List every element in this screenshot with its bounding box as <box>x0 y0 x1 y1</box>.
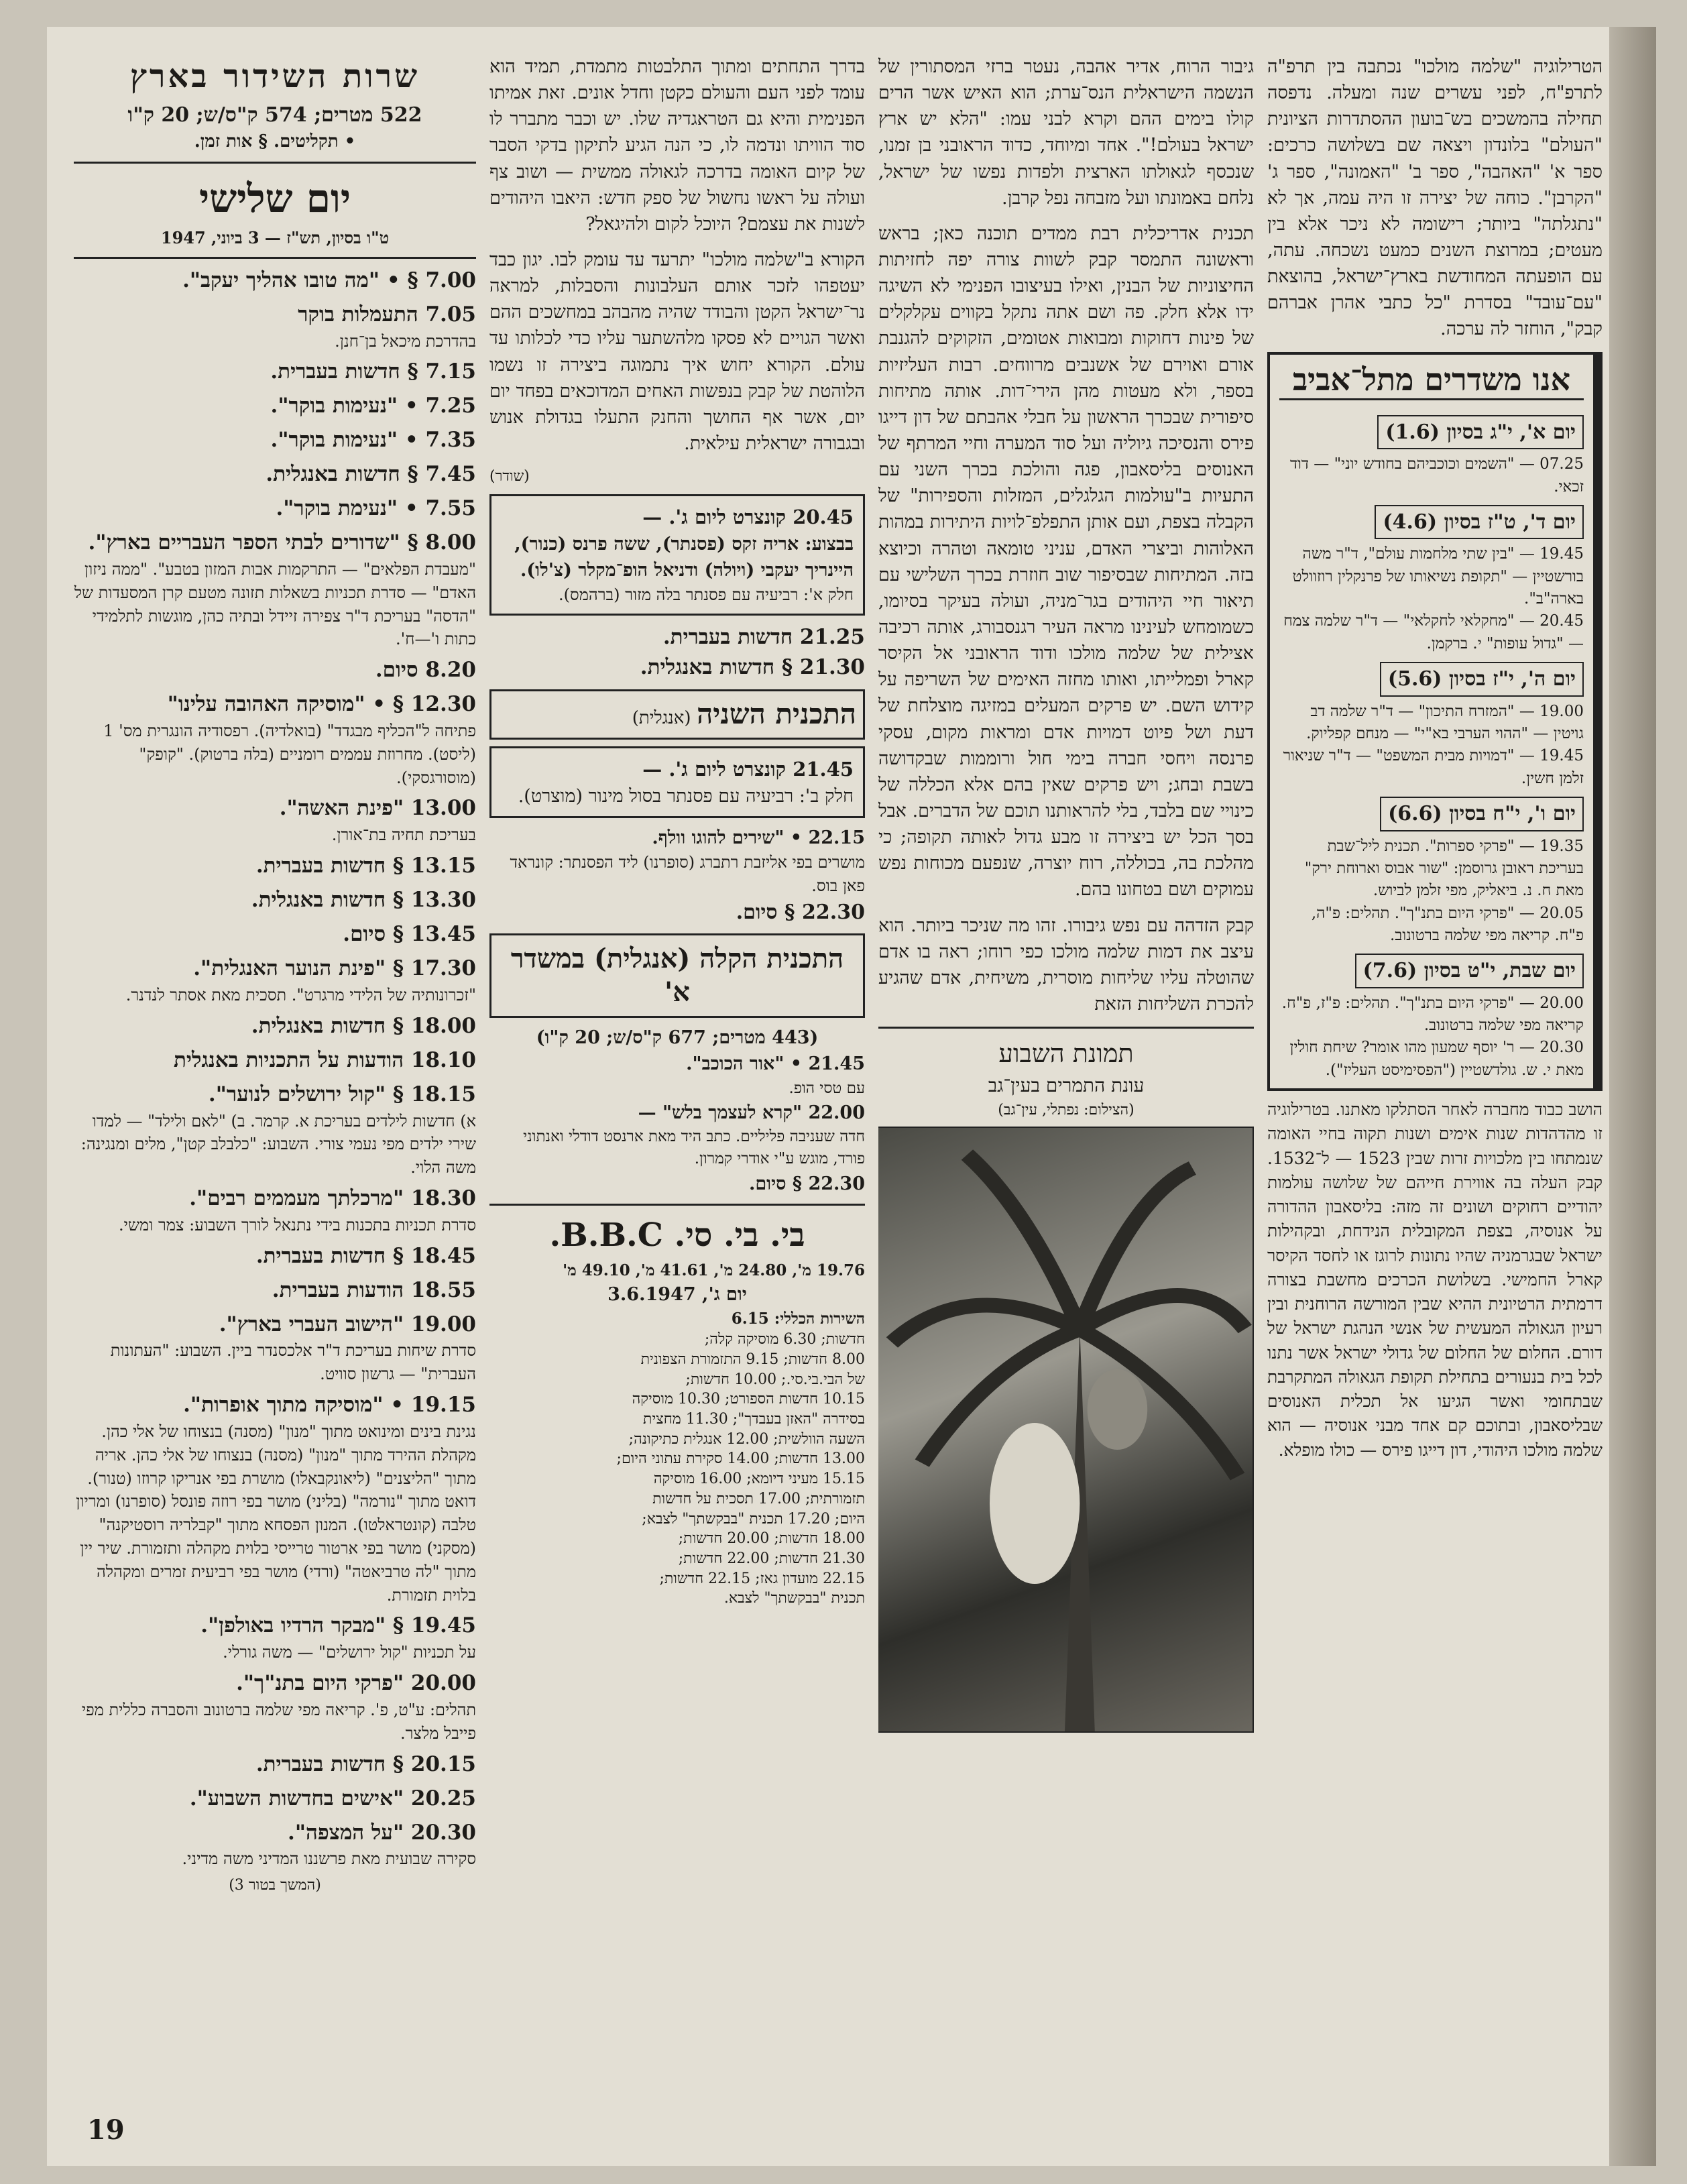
list-item: 20.25 "אישים בחדשות השבוע". <box>189 1786 476 1811</box>
list-item: 22.15 מועדון גאז; 22.15 חדשות; <box>659 1570 865 1587</box>
list-item: 20.15 § חדשות בעברית. <box>255 1751 476 1776</box>
list-item: 18.45 § חדשות בעברית. <box>255 1243 476 1268</box>
divider <box>878 1027 1254 1029</box>
newspaper-page <box>47 27 1656 2166</box>
list-item: 8.00 חדשות; 9.15 התזמורת הצפונית <box>640 1351 865 1369</box>
photo-credit: (הצילום: נפתלי, עין־גב) <box>998 1101 1135 1118</box>
concert-box <box>489 494 865 616</box>
day-block <box>1279 790 1584 947</box>
list-item: 20.45 — "מחקלאי לחקלאי" — ד"ר שלמה צמח — "גדול עופות" י. ברקמן. <box>1283 612 1584 652</box>
article-paragraph: תכנית אדריכלית רבת ממדים תוכנה כאן; בראש וראשונה התמסר קבק לשוות צורה יפה לחזיתות החיצוניות של הבנין, ואילו בעיצובו הפנימי לא השיגה ידו אלא חלק. פה ושם אתה נתקל בקווים עקלקלים של פינות דחוקות ומבואות אטומים, הזקוקים להגנבת אורם ואוירם של אשנבים מרווחים. רבות העליזיות בספר, ולא מעטות מהן הירי־דות. אותה מתיחות סיפורית שבכרך הראשון על חבלי אהבתם של דון דייגו פירס והנסיכה גיוליה ועל סוד המערה וחיי המרתף של האנוסים בליסאבון, פגה והולכת בכרך השני עם התעיות ב"עולמות הגלגלים, המזלות והספירות" של הקבלה בצפת, ועם אותן התפלפ־לויות היתירות במהות האלוהות וביצרי האדם, עניני טומאה וטהרה וכיוצא בזה. המתיחות שבסיפור שוב חוזרת בכרך השלישי עם תיאור חיי היהודים בגר־מניה, ועולה בעיקר בסיומו, כשמומחש לעינינו מראה העיר רגנסבורג, אותה רכיבה אצילית של שלמה מולכו ודוד הראובני אל הקיסר קארל ופמלייתו, ואותו מחזה האימים של השריפה על קידוש השם. יש פרקים המעלים במזיגה מוצלחת של דעת ושל פיוט דמויות אדם ומראות מקום, עסקי פרנסה ויחסי חברה בימי חול ורוממות שבקדושה בשבת ובחג; ויש פרקים שאין בהם אלא הכללה של כינויי שם בלבד, בלי להראותנו תוכם של הדברים. אבל בסך הכל יש ביצירה זו מבע גדול לאותה תקופה; כי מהלכת בה, בכוללה, רוח יוצרה, שנפעם מכוחות נפש עמוקים ושם בטחונו בהם. <box>878 223 1254 901</box>
list-item: 8.20 סיום. <box>375 658 476 683</box>
songs-time: 22.15 • "שירים להוגו וולף. <box>652 827 865 849</box>
list-item: 07.25 — "השמים וכוכביהם בחודש יוני" — דוד זכאי. <box>1289 455 1584 496</box>
list-item: 10.15 חדשות הספורט; 10.30 מוסיקה <box>632 1391 865 1408</box>
list-item: 7.00 § • "מה טובו אהליך יעקב". <box>182 268 476 292</box>
second-program-header <box>489 689 865 740</box>
list-item: היום; 17.20 תכנית "בבקשתך" לצבא; <box>642 1510 865 1528</box>
day-title: יום שלישי <box>198 175 351 221</box>
concert-time: 21.45 <box>793 757 854 781</box>
list-item: 7.15 § חדשות בעברית. <box>270 359 476 384</box>
day-heading: יום ו', י"ח בסיון (6.6) <box>1380 797 1584 831</box>
week-photo-date-harvest <box>878 1127 1254 1733</box>
light-program-header: התכנית הקלה (אנגלית) במשדר א' <box>489 933 865 1018</box>
list-item: חדשות; 6.30 מוסיקה קלה; <box>704 1331 865 1348</box>
list-item: תזמורתית; 17.00 תסכית על חדשות <box>652 1490 865 1507</box>
frequency-info: 522 מטרים; 574 ק"ס/ש; 20 ק"ו <box>127 103 422 127</box>
concert-title: קונצרט ליום ג'. — <box>642 757 787 781</box>
tel-aviv-schedule-box <box>1267 352 1603 1092</box>
list-item: 13.30 § חדשות באנגלית. <box>251 888 476 913</box>
bbc-schedule <box>489 1330 865 1609</box>
bbc-service: השירות הכללי: 6.15 <box>731 1309 865 1328</box>
list-item: 20.05 — "פרקי היום בתנ"ך". תהלים: פ"ה, פ"ח. קריאה מפי שלמה ברטונוב. <box>1311 904 1584 944</box>
list-item: 18.30 "מרכלתך מעממים רבים". סדרת תכניות בתכנות בידי נתנאל לורך השבוע: צמר ומשי. <box>119 1186 476 1234</box>
divider <box>489 1204 865 1206</box>
news-english: 21.30 § חדשות באנגלית. <box>640 655 865 680</box>
list-item: השעה הוולשית; 12.00 אנגלית כתיקונה; <box>628 1430 865 1448</box>
article-paragraph: הטרילוגיה "שלמה מולכו" נכתבה בין תרפ"ה לתרפ"ח, לפני עשרים שנה ומעלה. נדפסה תחילה בהמשכים בש־בועון ההסתדרות הציונית "העולם" בלונדון ויצאה שם בשלושה כרכים: ספר א' "האהבה", ספר ב' "האמונה", ספר ג' "הקרבן". כוחה של יצירה זו היה עמה, אך לא "נתגלתה" ביותר; רישומה לא ניכר אלא בין מעטים; במרוצת השנים כמעט נשכחה. עתה, עם הופעתה המחודשת בארץ־ישראל, בהוצאת "עם־עובד" בסדרת "כל כתבי אהרן אברהם קבק", הוחזר לה ערכה. <box>1267 56 1603 340</box>
day-date: ט"ו בסיון, תש"ז — 3 ביוני, 1947 <box>160 227 390 247</box>
news-hebrew: 21.25 חדשות בעברית. <box>662 625 865 650</box>
list-item: 19.45 — "בין שתי מלחמות עולם", ד"ר משה בורשטיין — "תקופת נשיאותו של פרנקלין רוזוולט בארה"ב". <box>1292 545 1584 608</box>
radio-schedule-column <box>74 54 476 2106</box>
article-paragraph: גיבור הרוח, אדיר אהבה, נעטר ברזי המסתורין של הנשמה הישראלית הנס־ערת; הוא האיש אשר הרים קולו בימים ההם וקרא לבני עמו: "הלא יש ארץ ישראל בעולם!". אחד ומיוחד, כדוד הראובני בן זמנו, שנכסף לגאולתו הארצית ולפדות נפשו של ישראל, נלחם באמונתו ועל מזבחה נפל קרבן. <box>878 56 1254 209</box>
list-item: 13.00 "פינת האשה". בעריכת תחיה בת־אורן. <box>279 796 476 845</box>
day-heading: יום ה', י"ז בסיון (5.6) <box>1380 662 1584 697</box>
list-item: 7.35 • "נעימות בוקר". <box>270 428 476 453</box>
light-item: 22.30 § סיום. <box>748 1173 865 1194</box>
day-heading: יום ד', ט"ז בסיון (4.6) <box>1375 505 1584 540</box>
list-item: 15.15 מעיני דיומא; 16.00 מוסיקה <box>653 1471 865 1488</box>
end-item: 22.30 § סיום. <box>736 900 865 924</box>
concert-performers: בבצוע: אריה זקס (פסנתר), ששה פרנס (כנור), היינריך יעקבי (ויולה) ודניאל הופ־מקלר (צ'לו). <box>514 534 854 581</box>
list-item: 20.30 — ר' יוסף שמעון מהו אומר? שיחת חולין מאת י. ש. גולדשטיין ("הפסימיסט העליז"). <box>1289 1039 1584 1079</box>
concert-title: קונצרט ליום ג'. — <box>642 506 787 528</box>
concert-note: חלק ב': רביעיה עם פסנתר בסול מינור (מוצרט). <box>518 785 854 807</box>
signature: (שודר) <box>489 468 530 485</box>
list-item: 18.55 הודעות בעברית. <box>272 1277 476 1302</box>
box-title: אנו משדרים מתל־אביב <box>1279 361 1584 400</box>
schedule-list <box>74 266 476 1872</box>
songs-item <box>489 825 865 898</box>
article-and-programs-column <box>489 54 865 2106</box>
list-item: 13.15 § חדשות בעברית. <box>255 854 476 878</box>
day-block <box>1279 947 1584 1082</box>
continued-note: (המשך בטור 3) <box>229 1877 321 1894</box>
light-item: 22.00 "קרא לעצמך בלש" — חדה שעניבה פליליים. כתב היד מאת ארנסט דודלי ואנתוני פורד, מוגש ע"י אודרי קמרון. <box>523 1102 865 1168</box>
divider <box>74 257 476 259</box>
photo-title: תמונת השבוע <box>998 1039 1134 1069</box>
list-item: בסידרה "האזן בעבדך"; 11.30 מחצית <box>643 1411 865 1428</box>
light-item: 21.45 • "אור הכוכב". עם טסי הופ. <box>686 1053 865 1097</box>
list-item: 19.00 "הישוב העברי בארץ". סדרת שיחות בעריכת ד"ר אלכסנדר ביין. השבוע: "העתונות העברית" — גרשון סוויט. <box>110 1312 476 1384</box>
bbc-wavelengths: 19.76 מ', 24.80 מ', 41.61 מ', 49.10 מ' <box>563 1261 865 1279</box>
palm-tree-image <box>878 1128 1253 1731</box>
list-item: 19.00 — "המזרח התיכון" — ד"ר שלמה דב גויטין — "ההוי הערבי בא"י" — מנחם קפליוק. <box>1306 702 1584 742</box>
list-item: 20.00 — "פרקי היום בתנ"ך". תהלים: פ"ז, פ"ח. קריאה מפי שלמה ברטונוב. <box>1281 994 1584 1035</box>
book-spine <box>1609 27 1656 2166</box>
list-item: 19.35 — "פרקי ספרות". תכנית ליל־שבת בעריכת ראובן גרוסמן: "שור אבוס וארוחת ירק" מאת ח. נ. ביאליק, מפי זלמן לביוש. <box>1304 837 1584 900</box>
concert-time: 20.45 <box>793 506 854 528</box>
songs-desc: מושרים בפי אליזבת רתברג (סופרנו) ליד הפסנתר: קונראד פאן בוס. <box>510 853 865 896</box>
article-paragraph: קבק הזדהה עם נפש גיבורו. זהו מה שניכר ביותר. הוא עיצב את דמות שלמה מולכו כפי רוחו; ראה בו אדם שהוטלה עליו שליחות מוסרית, משיחית, אדם שהגיע להכרת השליחות הזאת <box>878 915 1254 1015</box>
day-heading: יום שבת, י"ט בסיון (7.6) <box>1355 954 1584 988</box>
section-title: שרות השידור בארץ <box>129 58 420 95</box>
article-paragraph: בדרך התחתים ומתוך התלבטות מתמדת, תמיד הוא עומד לפני העם והעולם כקטן וחדל אונים. זאת אמיתו הפנימית והיא גם הטראגדיה שלו. יש וכבר מתברר לו סוד הוויתו ונדמה לו, כי הנה הגיע לתיקון בדקי הסבר של קיום האומה בדרכה לגאולה ממשית — ושוב צף ועולה על ראשו נחשול של ספק חדש: היאבו היהודים לשנות את עצמם? היוכל לקום ולהיגאל? <box>489 56 865 235</box>
second-program-title: התכנית השניה <box>697 697 856 730</box>
list-item: 21.30 חדשות; 22.00 חדשות; <box>678 1550 865 1567</box>
list-item: 20.30 "על המצפה". סקירה שבועית מאת פרשננו המדיני משה מדיני. <box>182 1820 476 1869</box>
list-item: 18.00 § חדשות באנגלית. <box>251 1013 476 1038</box>
divider <box>74 162 476 164</box>
list-item: 19.45 § "מבקר הרדיו באולפן". על תכניות "קול ירושלים" — משה גורלי. <box>200 1613 476 1662</box>
list-item: 17.30 § "פינת הנוער האנגלית". "זכרונותיה של הלידי מרגרט". תסכית מאת אסתר לנדנר. <box>125 956 476 1004</box>
list-item: 18.00 חדשות; 20.00 חדשות; <box>678 1530 865 1548</box>
article-column <box>878 54 1254 2106</box>
article-paragraph: הקורא ב"שלמה מולכו" יתרעד עד עומק לבו. יגון כבד יעטפהו לזכר אותם העלבונות והסבלות, למראה נר־ישראל הקטן והבודד שהיה מהבהב במחשכים ההם ואשר הגויים לא פסקו מלהשתער עליו כדי לכלותו עד עולם. הקורא יחוש איך נתמוגה ביצירה זו נשמו הלוהטת של קבק בנפשות האחים המדוכאים בפחד יום יום, אשר אף החושך והחנק התעלו בגדולת אנוש ובגבורה ישראלית עילאית. <box>489 249 865 454</box>
legend: • תקליטים. § אות זמן. <box>194 131 356 152</box>
list-item: של הבי.בי.סי.; 10.00 חדשות; <box>685 1371 865 1388</box>
list-item: 18.15 § "קול ירושלים לנוער". א) חדשות לילדים בעריכת א. קרמר. ב) "לאם ולילד" — למדו שירי ילדים מפי נעמי צורי. השבוע: "כלבלב קטן", מלים ומנגינה: משה הלוי. <box>80 1082 476 1177</box>
light-program-frequency: (443 מטרים; 677 ק"ס/ש; 20 ק"ו) <box>536 1027 819 1049</box>
list-item: 12.30 § • "מוסיקה האהובה עלינו" פתיחה ל"הכליף מבגדד" (בואלדיה). רפסודיה הונגרית מס' 1 (ליסט). מחרוזת עממים רומניים (בלה ברטוק). "קופק" (מוסורגסקי). <box>103 692 476 787</box>
concert-note: חלק א': רביעיה עם פסנתר בלה מזור (ברהמס). <box>559 585 854 605</box>
list-item: 7.45 § חדשות באנגלית. <box>266 462 476 487</box>
list-item: 7.05 התעמלות בוקר בהדרכת מיכאל בן־חנן. <box>298 302 476 351</box>
article-paragraph: הושב כבוד מחברה לאחר הסתלקו מאתנו. בטרילוגיה זו מהדהדות שנות אימים ושנות תקוה בחיי האומה שנמתחו בין מלכויות זרות שבין 1523 — ל־1532. קבק העלה בה אווירת חייהם של שלושה עולמות יהודיים רחוקים ושונים זה מזה: בליסאבון ההדורה על אנוסיה, בצפת המקובלית הנידחת, ובקהילות ישראל שבגרמניה שהיו נתונות לרוגז או לחסד הקיסר קארל החמישי. בשלושת הכרכים מחשבת בצורה דרמתית הרטיונית ההיא שבין המורשה הרוחנית ובין רעיון הגאולה המעשית של אנשי הנהגת ישראל של דורם. החלום של החלום של גדולי ישראל אשר נתנו לכל בית בנעורים בתחילת תקופת הגאולה המתקרבת שבתחומי ואשר הגיעו אל תכלית האנוסים שבליסאבון, ובתוכם קם אחד מבני אנוסיה — הוא שלמה מולכו היהודי, דון דייגו פירס — כולו מופלא. <box>1267 1100 1603 1460</box>
page-number: 19 <box>87 2114 125 2146</box>
list-item: 19.15 • "מוסיקה מתוך אופרות". נגינת בינים ומינואט מתוך "מנון" (מסנה) בנצוחו של אלי כהן. מקהלת ההירד מתוך "מנון" (מסנה) בנצוחו של אלי כהן. אריה מתוך "הליצנים" (ליאונקבאלו) מושרת בפי אנריקו קרוזו (טנור). דואט מתוך "נורמה" (בליני) מושר בפי רוזה פונסל (סופרנו) ומריון טלבה (קונטראלטו). המנון הפסחא מתוך "קבלריה רוסטיקנה" (מסקני) מושר בפי ארטור טרייסי בלוית מקהלה ותזמורת. שיר יין מתוך "לה טרביאטה" (ורדי) מושר בפי רביעית זמרים ומקהלה בלוית תזמורת. <box>76 1393 476 1605</box>
list-item: תכנית "בבקשתך" לצבא. <box>723 1590 865 1607</box>
day-heading: יום א', י"ג בסיון (1.6) <box>1377 415 1584 450</box>
day-block <box>1279 498 1584 655</box>
list-item: 20.00 "פרקי היום בתנ"ך". תהלים: ע"ט, פ'. קריאה מפי שלמה ברטונוב והסברה כללית מפי פייבל מלצר. <box>81 1671 476 1743</box>
list-item: 13.00 חדשות; 14.00 סקירת עתוני היום; <box>616 1450 865 1468</box>
second-program-language: (אנגלית) <box>632 708 691 728</box>
photo-subtitle: עונת התמרים בעין־גב <box>988 1074 1145 1097</box>
day-block <box>1279 408 1584 498</box>
list-item: 13.45 § סיום. <box>343 922 476 947</box>
list-item: 19.45 — "דמויות מבית המשפט" — ד"ר שניאור זלמן חשין. <box>1283 747 1584 787</box>
concert-box <box>489 746 865 818</box>
article-with-box-column <box>1267 54 1603 2106</box>
bbc-title: בי. בי. סי. B.B.C. <box>549 1216 805 1254</box>
list-item: 7.55 • "נעימת בוקר". <box>276 496 476 521</box>
day-block <box>1279 655 1584 790</box>
bbc-date: יום ג', 3.6.1947 <box>607 1283 747 1305</box>
list-item: 8.00 § "שדורים לבתי הספר העבריים בארץ". "מעבדת הפלאים" — התרקמות אבות המזון בטבע". "ממה ניזון האדם" — סדרת תכניות בשאלות תזונה מטעם קרן המסעדות של "הדסה" בעריכת ד"ר צפירה זיידל ובתיה כהן, מוגשות לתלמידי כתות ו'—ח'. <box>74 530 476 649</box>
list-item: 7.25 • "נעימות בוקר". <box>270 394 476 418</box>
list-item: 18.10 הודעות על התכניות באנגלית <box>174 1047 476 1072</box>
